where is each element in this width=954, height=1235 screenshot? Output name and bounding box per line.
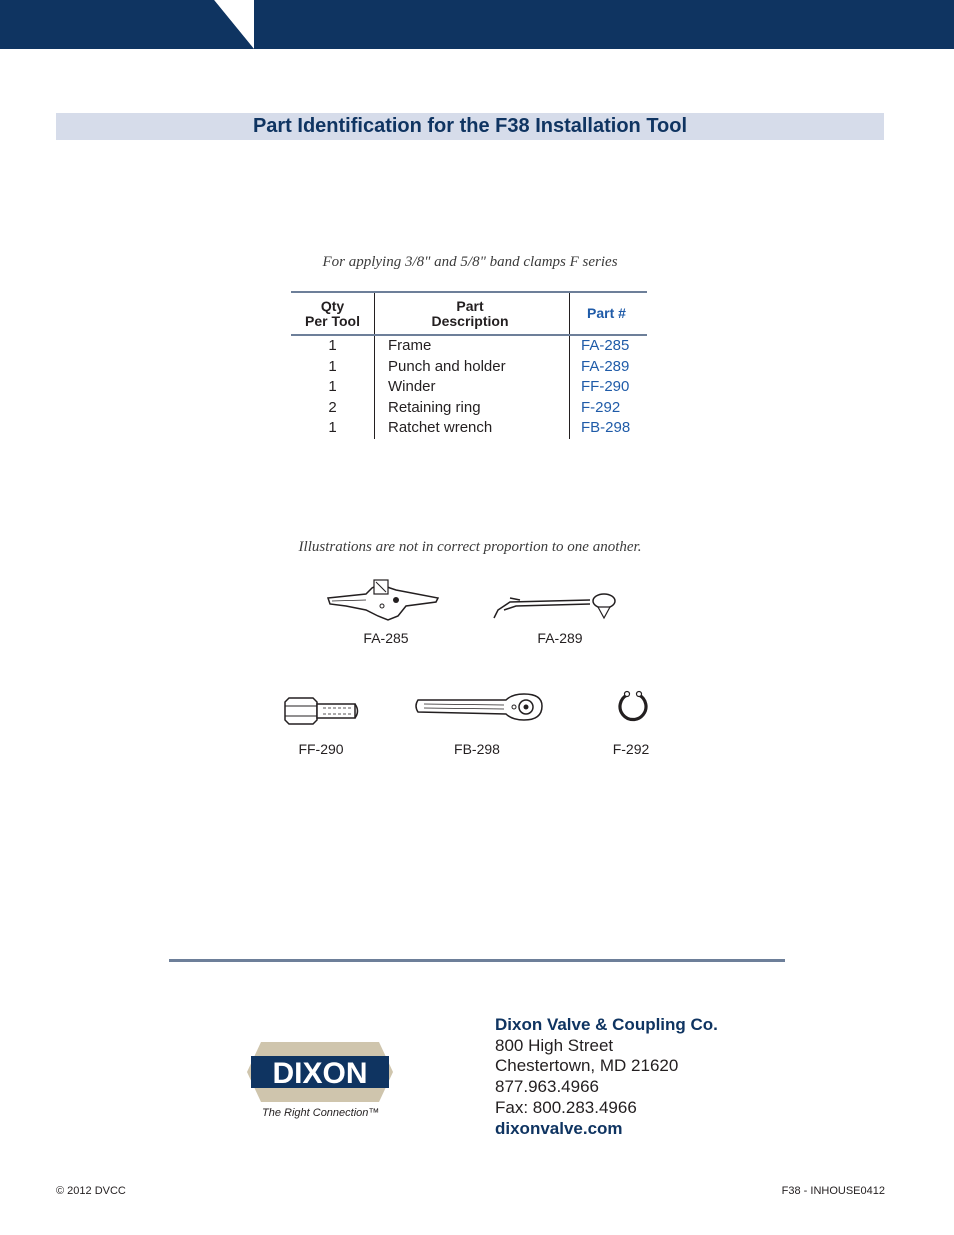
cell-qty: 1 [291,357,375,378]
contact-block [495,1015,718,1139]
fax-number: Fax: 800.283.4966 [495,1097,637,1117]
cell-part-link[interactable]: FB-298 [581,419,631,436]
table-row [291,377,647,398]
cell-qty: 1 [291,418,375,439]
cell-part-link[interactable]: FF-290 [581,378,630,395]
company-name: Dixon Valve & Coupling Co. [495,1015,718,1034]
phone-number: 877.963.4966 [495,1077,599,1097]
table-row [291,335,647,357]
cell-qty: 1 [291,377,375,398]
cell-description: Frame [375,335,570,357]
frame-illustration [326,576,442,622]
label-f292: F-292 [612,741,650,757]
cell-qty: 1 [291,335,375,357]
header-description [375,292,570,335]
section-title-band [56,113,884,140]
cell-description: Winder [375,377,570,398]
table-row [291,398,647,419]
label-ff290: FF-290 [298,741,344,757]
website-link[interactable]: dixonvalve.com [495,1118,623,1138]
cell-description: Retaining ring [375,398,570,419]
ratchet-wrench-illustration [412,690,546,724]
logo-tagline: The Right Connection™ [262,1107,380,1119]
city-address: Chestertown, MD 21620 [495,1056,679,1076]
label-fa289: FA-289 [537,630,583,646]
cell-qty: 2 [291,398,375,419]
header-qty-line2: Per Tool [305,312,360,329]
header-bar [0,0,954,49]
copyright: © 2012 DVCC [56,1185,126,1197]
street-address: 800 High Street [495,1035,614,1055]
cell-part-link[interactable]: FA-289 [581,357,630,375]
illustrations-caption: Illustrations are not in correct proportion to one another. [298,539,642,555]
cell-part-link[interactable]: F-292 [581,398,621,416]
label-fa285: FA-285 [363,630,409,646]
table-row [291,418,647,439]
dixon-logo [247,1036,393,1106]
table-header-row [291,292,647,335]
header-qty [291,292,375,335]
table-row [291,357,647,378]
cell-description: Ratchet wrench [375,418,570,439]
footer-divider [169,959,785,962]
document-code: F38 - INHOUSE0412 [781,1185,885,1197]
logo-wordmark: DIXON [272,1057,368,1090]
table-caption: For applying 3/8" and 5/8" band clamps F series [322,254,618,270]
punch-holder-illustration [490,588,620,624]
retaining-ring-illustration [617,690,649,724]
header-desc-line1: Part [456,297,484,314]
parts-table [291,291,647,439]
label-fb298: FB-298 [454,741,500,757]
header-desc-line2: Description [431,312,509,329]
header-qty-line1: Qty [320,297,345,314]
cell-description: Punch and holder [375,357,570,378]
header-notch [214,0,254,49]
page-title: Part Identification for the F38 Installation Tool [252,115,688,137]
cell-part-link[interactable]: FA-285 [581,337,630,354]
header-part-number: Part # [570,292,648,335]
winder-illustration [283,696,361,726]
